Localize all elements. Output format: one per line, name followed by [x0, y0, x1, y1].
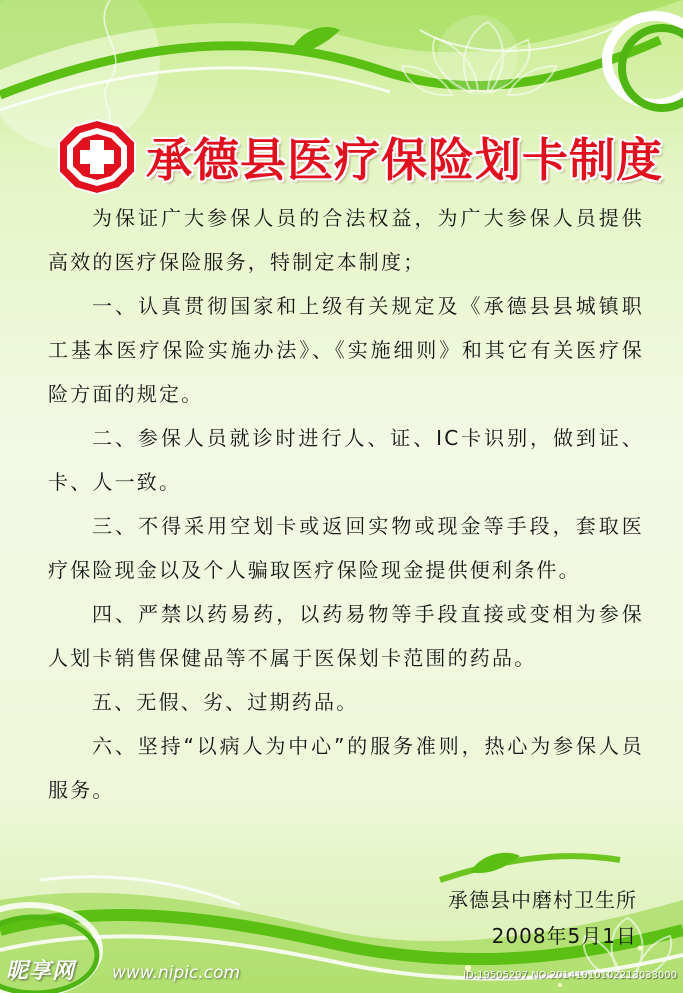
watermark-logo: 昵享网: [6, 959, 76, 984]
signature-block: [448, 882, 637, 954]
clause-4: 四、严禁以药易药，以药易物等手段直接或变相为参保人划卡销售保健品等不属于医保划卡范围的药品。: [48, 602, 644, 670]
watermark-site: www.nipic.com: [112, 963, 241, 983]
signature-org: 承德县中磨村卫生所: [448, 888, 637, 912]
clause-5: 五、无假、劣、过期药品。: [92, 690, 359, 714]
clause-3: 三、不得采用空划卡或返回实物或现金等手段，套取医疗保险现金以及个人骗取医疗保险现金提供便利条件。: [48, 514, 644, 582]
clause-1: 一、认真贯彻国家和上级有关规定及《承德县县城镇职工基本医疗保险实施办法》、《实施细则》和其它有关医疗保险方面的规定。: [48, 294, 644, 406]
page-title: 承德县医疗保险划卡制度: [146, 133, 663, 187]
intro-paragraph: 为保证广大参保人员的合法权益，为广大参保人员提供高效的医疗保险服务，特制定本制度；: [48, 206, 644, 274]
regulation-body: [48, 196, 644, 812]
watermark-id: ID:19505297 NO:20141010102213033000: [463, 970, 677, 981]
signature-date: 2008年5月1日: [491, 924, 637, 948]
clause-2: 二、参保人员就诊时进行人、证、IC卡识别，做到证、卡、人一致。: [48, 426, 644, 494]
red-cross-icon: [56, 118, 138, 196]
clause-6: 六、坚持“以病人为中心”的服务准则，热心为参保人员服务。: [48, 734, 644, 802]
title-row: [56, 118, 663, 196]
